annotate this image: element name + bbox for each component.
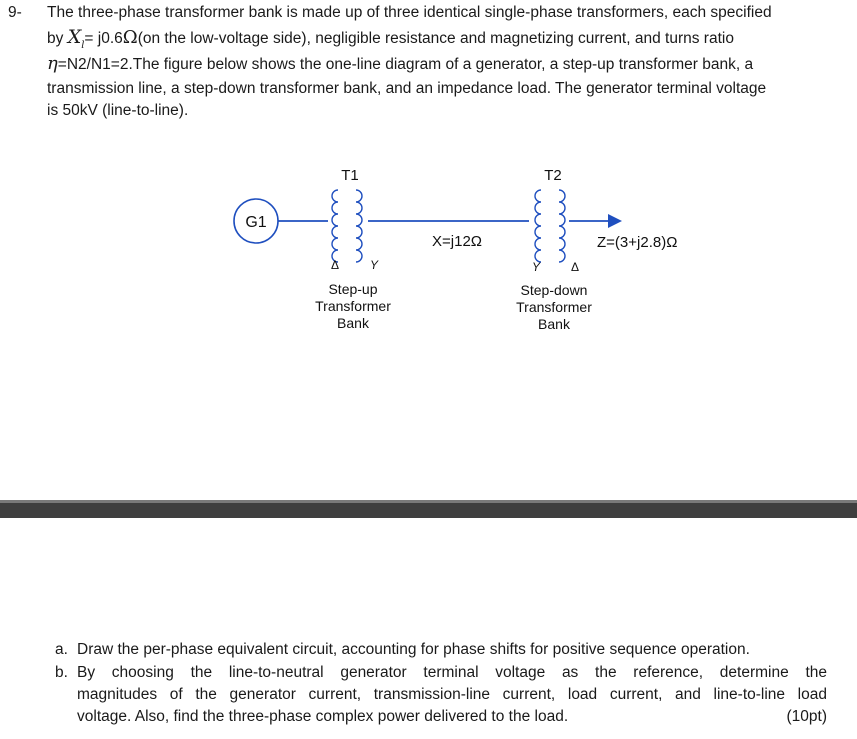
t1-transformer-icon	[332, 190, 362, 262]
part-b-line-3: voltage. Also, find the three-phase complex power delivered to the load.	[77, 708, 569, 725]
t1-caption-line-2: Transformer	[315, 298, 391, 314]
question-line-3	[47, 53, 753, 74]
question-line-2	[47, 26, 734, 51]
points-label: (10pt)	[786, 708, 827, 725]
t1-secondary-connection: Y	[369, 258, 379, 272]
question-line-1: The three-phase transformer bank is made up of three identical single-phase transformers, each specified	[47, 4, 772, 21]
t2-primary-connection: Y	[531, 260, 541, 274]
t1-caption-line-3: Bank	[337, 315, 369, 331]
part-b-letter: b.	[55, 664, 68, 681]
question-line-4: transmission line, a step-down transformer bank, and an impedance load. The generator terminal voltage	[47, 80, 767, 97]
question-line-5: is 50kV (line-to-line).	[47, 102, 189, 119]
part-b-line-1: By choosing the line-to-neutral generator terminal voltage as the reference, determine the	[77, 664, 827, 681]
turns-ratio-symbol: η	[47, 53, 58, 74]
load-arrow-icon	[608, 214, 622, 228]
reactance-symbol-letter: X	[67, 26, 82, 48]
line-impedance-label: X=j12Ω	[432, 233, 482, 250]
ohm-symbol: Ω	[122, 27, 138, 48]
part-a-text: Draw the per-phase equivalent circuit, accounting for phase shifts for positive sequence operation.	[77, 641, 750, 658]
part-b-line-2: magnitudes of the generator current, transmission-line current, load current, and line-to-line load	[77, 686, 827, 703]
question-line-2-post: (on the low-voltage side), negligible resistance and magnetizing current, and turns ratio	[137, 30, 734, 47]
t1-label: T1	[341, 167, 359, 184]
one-line-diagram	[0, 150, 857, 350]
page-divider-highlight	[0, 500, 857, 503]
reactance-value: = j0.6	[84, 30, 123, 47]
load-impedance-label: Z=(3+j2.8)Ω	[597, 234, 678, 251]
question-line-2-pre: by	[47, 30, 64, 47]
t1-caption-line-1: Step-up	[328, 281, 378, 297]
reactance-symbol	[67, 26, 85, 51]
t2-label: T2	[544, 167, 562, 184]
t2-caption-line-1: Step-down	[520, 282, 588, 298]
part-a-letter: a.	[55, 641, 68, 658]
reactance-subscript: l	[81, 39, 85, 51]
t1-primary-connection: Δ	[330, 258, 340, 272]
t2-caption-line-2: Transformer	[516, 299, 592, 315]
t2-secondary-connection: Δ	[570, 260, 580, 274]
t2-caption-line-3: Bank	[538, 316, 570, 332]
question-number: 9-	[8, 4, 22, 21]
t2-transformer-icon	[535, 190, 565, 262]
generator-label: G1	[245, 214, 267, 231]
question-line-3-text: =N2/N1=2.The figure below shows the one-line diagram of a generator, a step-up transformer bank, a	[57, 56, 754, 73]
